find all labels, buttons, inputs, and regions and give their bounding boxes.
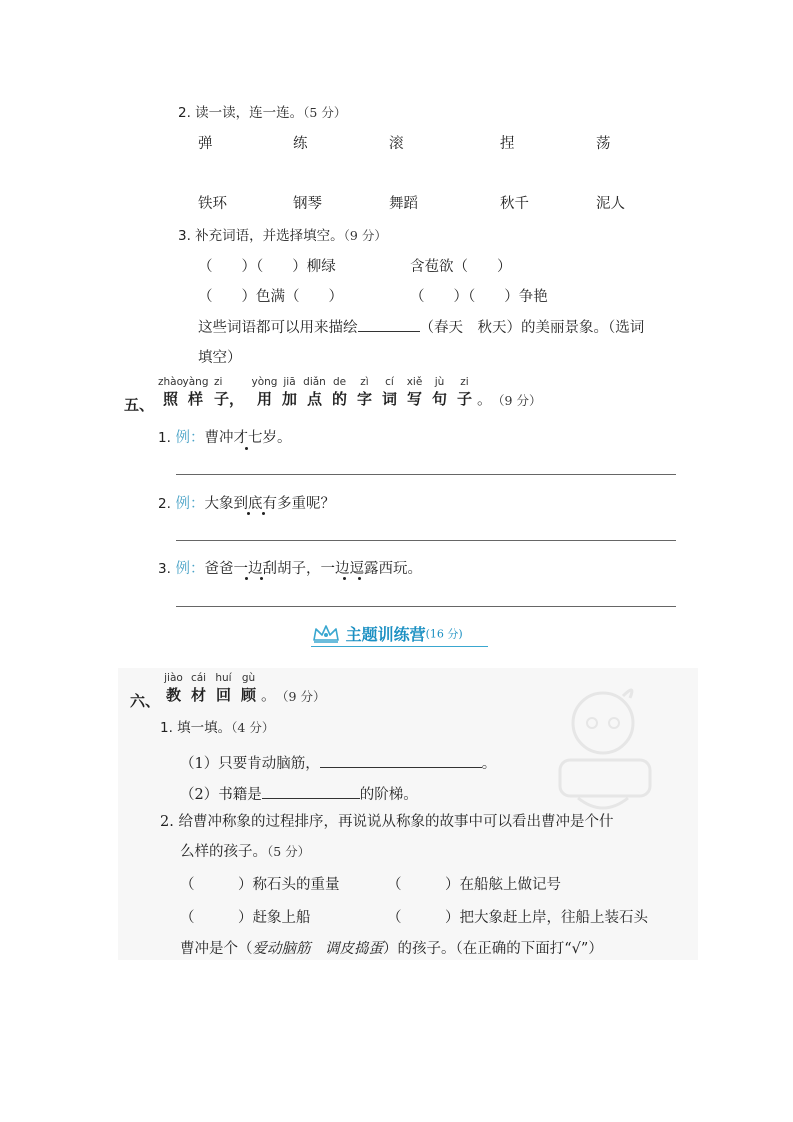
q2-bottom-word: 钢琴 [293, 196, 322, 212]
sec6-char: 教 [165, 686, 181, 704]
sec5-pinyin: jiā [283, 376, 296, 388]
q3-row2-b: （ ）（ ）争艳 [410, 289, 548, 305]
sec5-pinyin: yòng [251, 376, 278, 388]
q2-bottom-word: 铁环 [198, 196, 227, 212]
sec6-q1-title: 1. 填一填。 [160, 720, 232, 736]
sec5-score: （9 分） [492, 393, 542, 408]
sec6-q1-a [180, 752, 496, 773]
sec5-pinyin: de [332, 376, 347, 388]
sec6-q2-title2: 么样的孩子。 [180, 844, 267, 860]
banner-title: 主题训练营 [345, 625, 426, 644]
q3-blank[interactable] [358, 317, 420, 332]
sec6-q1-heading [160, 716, 274, 736]
q2-top-word: 荡 [596, 136, 611, 152]
sec6-q1-b-post: 的阶梯。 [359, 787, 418, 803]
sec5-char: 词 [381, 390, 397, 408]
sec5-item-lead: 例： [175, 430, 205, 446]
sec6-period: 。 [261, 686, 277, 704]
sec6-final [180, 937, 603, 958]
emphasis-dot [245, 577, 248, 580]
q3-sentence-c: 填空） [198, 350, 242, 366]
q2-title: 2. 读一读，连一连。 [178, 105, 304, 121]
sec5-item-lead: 例： [175, 561, 205, 577]
emphasis-dot [247, 512, 250, 515]
answer-line[interactable] [176, 474, 676, 475]
banner-underline [311, 646, 488, 647]
sec5-item-1 [158, 426, 292, 447]
q2-top-word: 弹 [198, 136, 213, 152]
sec5-char: 加 [281, 390, 297, 408]
sec6-heading [161, 672, 325, 705]
q2-score: （5 分） [303, 105, 347, 120]
answer-line[interactable] [176, 606, 676, 607]
emphasis-dot [245, 447, 248, 450]
order-step[interactable]: （ ）赶象上船 [180, 910, 311, 926]
q2-heading [178, 101, 346, 121]
sec5-pinyin: zi [460, 376, 469, 388]
sec6-final-a: 曹冲是个（ [180, 941, 253, 957]
sec6-char: 回 [215, 686, 231, 704]
q2-bottom-word: 舞蹈 [389, 196, 418, 212]
q2-bottom-word: 泥人 [596, 196, 625, 212]
sec5-pinyin: diǎn [303, 376, 326, 388]
q3-score: （9 分） [343, 228, 387, 243]
q3-sentence-a: 这些词语都可以用来描绘 [198, 320, 358, 336]
answer-line[interactable] [176, 540, 676, 541]
emphasis-dot [262, 512, 265, 515]
sec6-q2-title: 2. 给曹冲称象的过程排序，再说说从称象的故事中可以看出曹冲是个什 [160, 814, 614, 830]
sec5-char: 子 [456, 390, 472, 408]
order-step[interactable]: （ ）称石头的重量 [180, 877, 340, 893]
sec6-char: 顾 [240, 686, 256, 704]
sec5-pinyin: yàng [182, 376, 209, 388]
q3-heading [178, 224, 387, 244]
sec5-pinyin: zi [214, 376, 223, 388]
order-step[interactable]: （ ）把大象赶上岸，往船上装石头 [387, 910, 648, 926]
sec5-heading [158, 376, 541, 409]
sec6-pinyin: huí [215, 672, 232, 684]
sec6-q2-title-line2 [180, 840, 310, 861]
sec6-pinyin: jiào [164, 672, 183, 684]
sec5-char: 写 [406, 390, 422, 408]
sec6-final-options[interactable]: 爱动脑筋 调皮捣蛋 [252, 941, 383, 957]
sec5-item-text: 爸爸一边刮胡子，一边逗露西玩。 [204, 561, 422, 577]
sec5-item-lead: 例： [175, 496, 205, 512]
sec5-item-text: 大象到底有多重呢？ [204, 496, 335, 512]
sec5-pinyin: jù [434, 376, 445, 388]
sec5-item-number: 3. [158, 561, 171, 577]
sec6-score: （9 分） [276, 689, 326, 704]
q2-top-word: 练 [293, 136, 308, 152]
sec5-char: 句 [431, 390, 447, 408]
sec5-pinyin: cí [385, 376, 394, 388]
sec6-final-b: ）的孩子。（在正确的下面打“√”） [383, 941, 603, 957]
sec5-item-text: 曹冲才七岁。 [204, 430, 292, 446]
emphasis-dot [343, 577, 346, 580]
crown-icon [311, 623, 341, 645]
sec6-q1-b [180, 783, 418, 804]
sec6-q2-score: （5 分） [267, 844, 311, 859]
sec6-q1-b-blank[interactable] [262, 784, 360, 799]
q3-title: 3. 补充词语，并选择填空。 [178, 228, 344, 244]
mascot-watermark-icon [548, 678, 668, 828]
sec6-q1-b-pre: （2）书籍是 [180, 787, 262, 803]
sec6-number: 六、 [130, 692, 161, 710]
sec5-item-3 [158, 557, 422, 578]
sec5-char: 子， [214, 390, 245, 408]
theme-banner [311, 622, 463, 645]
sec5-pinyin: zhào [157, 376, 184, 388]
sec5-item-number: 2. [158, 496, 171, 512]
sec6-q1-a-blank[interactable] [320, 753, 482, 768]
sec5-item-2 [158, 492, 335, 513]
sec5-item-number: 1. [158, 430, 171, 446]
sec6-q1-a-text: （1）只要肯动脑筋， [180, 756, 320, 772]
sec6-q1-a-end: 。 [481, 756, 497, 772]
sec6-pinyin: gù [241, 672, 256, 684]
emphasis-dot [260, 577, 263, 580]
banner-score: (16 分) [425, 627, 463, 641]
q3-row1-a: （ ）（ ）柳绿 [198, 259, 336, 275]
sec5-pinyin: zì [360, 376, 369, 388]
sec5-char: 用 [256, 390, 272, 408]
order-step[interactable]: （ ）在船舷上做记号 [387, 877, 561, 893]
q3-row1-b: 含苞欲（ ） [410, 259, 512, 275]
q2-bottom-word: 秋千 [500, 196, 529, 212]
sec5-char: 的 [331, 390, 347, 408]
q3-sentence [198, 316, 644, 337]
q2-top-word: 滚 [389, 136, 404, 152]
sec6-q1-score: （4 分） [231, 720, 275, 735]
sec5-period: 。 [477, 390, 493, 408]
q2-top-word: 捏 [500, 136, 515, 152]
sec5-char: 字 [356, 390, 372, 408]
q3-row2-a: （ ）色满（ ） [198, 289, 343, 305]
sec5-pinyin: xiě [406, 376, 423, 388]
q3-sentence-b: （春天 秋天）的美丽景象。（选词 [419, 320, 645, 336]
sec5-number: 五、 [124, 396, 155, 414]
sec5-char: 样 [187, 390, 203, 408]
sec6-char: 材 [190, 686, 206, 704]
emphasis-dot [358, 577, 361, 580]
sec6-pinyin: cái [190, 672, 207, 684]
sec5-char: 点 [306, 390, 322, 408]
sec5-char: 照 [162, 390, 178, 408]
